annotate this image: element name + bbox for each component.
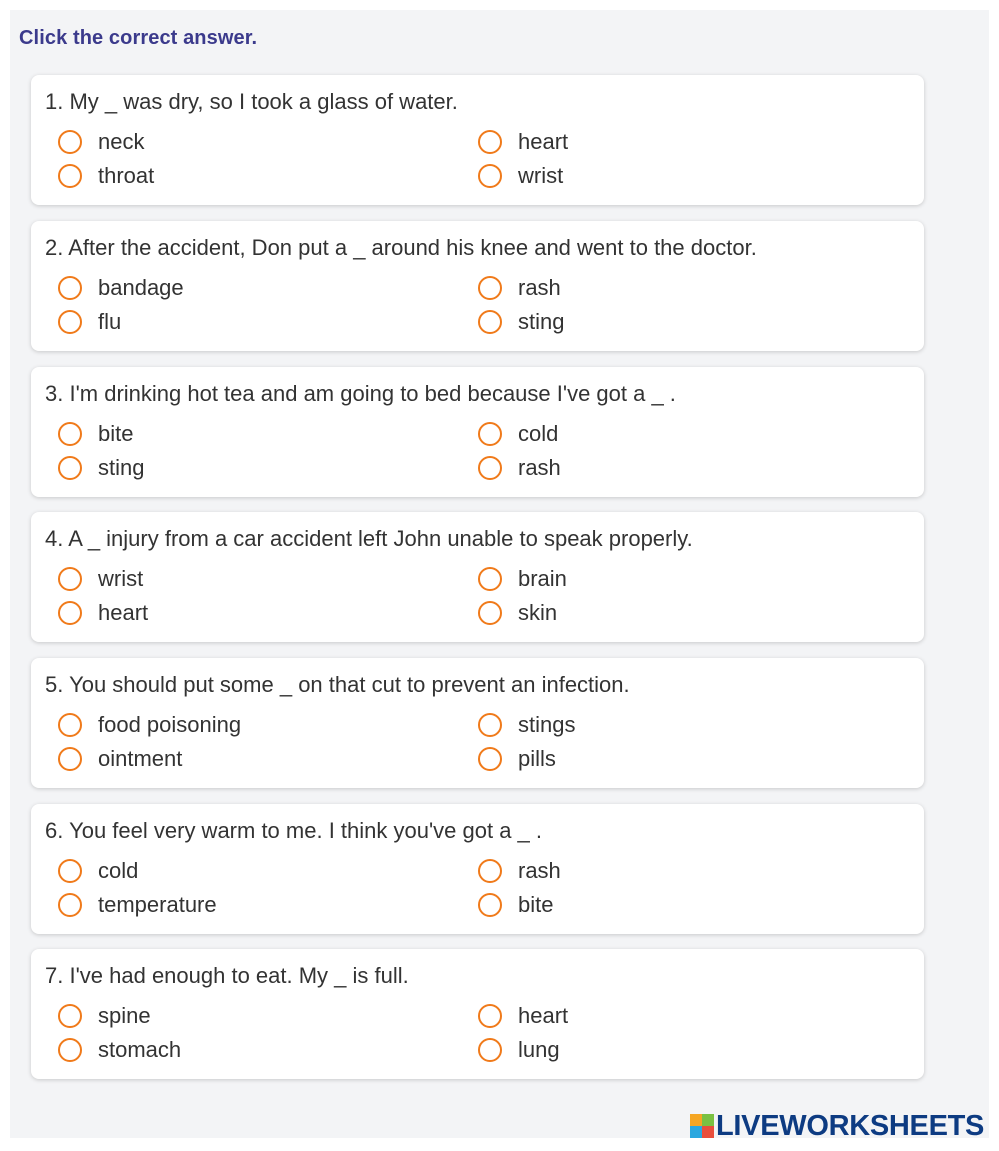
instruction-text: Click the correct answer. (19, 27, 258, 49)
answer-option-label[interactable]: heart (518, 129, 569, 154)
radio-unchecked-icon[interactable] (478, 893, 502, 917)
answer-option-label[interactable]: neck (98, 129, 145, 154)
question-text: 1. My _ was dry, so I took a glass of water. (45, 89, 458, 114)
radio-unchecked-icon[interactable] (478, 130, 502, 154)
answer-option[interactable] (478, 161, 563, 191)
answer-option[interactable] (478, 564, 567, 594)
question-card-7 (31, 949, 924, 1079)
radio-unchecked-icon[interactable] (58, 747, 82, 771)
answer-option-label[interactable]: sting (98, 455, 145, 480)
answer-option-label[interactable]: rash (518, 858, 561, 883)
answer-option[interactable] (58, 453, 144, 483)
answer-option-label[interactable]: heart (518, 1003, 569, 1028)
answer-option[interactable] (478, 127, 568, 157)
liveworksheets-logo (690, 1110, 984, 1142)
radio-unchecked-icon[interactable] (58, 422, 82, 446)
radio-unchecked-icon[interactable] (478, 276, 502, 300)
answer-option-label[interactable]: temperature (98, 892, 217, 917)
answer-option-label[interactable]: bandage (98, 275, 184, 300)
answer-option[interactable] (478, 744, 556, 774)
answer-option-label[interactable]: food poisoning (98, 712, 242, 737)
question-card-2 (31, 221, 924, 351)
answer-option-label[interactable]: stings (518, 712, 576, 737)
question-card-3 (31, 367, 924, 497)
logo-tile (690, 1126, 702, 1138)
answer-option[interactable] (478, 453, 561, 483)
logo-tile (702, 1114, 714, 1126)
liveworksheets-logo-icon (690, 1114, 714, 1138)
radio-unchecked-icon[interactable] (478, 601, 502, 625)
answer-option[interactable] (478, 598, 557, 628)
radio-unchecked-icon[interactable] (58, 1004, 82, 1028)
answer-option-label[interactable]: pills (518, 746, 556, 771)
answer-option-label[interactable]: lung (518, 1037, 560, 1062)
radio-unchecked-icon[interactable] (58, 567, 82, 591)
answer-option-label[interactable]: bite (98, 421, 134, 446)
radio-unchecked-icon[interactable] (478, 713, 502, 737)
radio-unchecked-icon[interactable] (478, 310, 502, 334)
answer-option-label[interactable]: wrist (518, 163, 564, 188)
answer-option-label[interactable]: stomach (98, 1037, 182, 1062)
answer-option[interactable] (58, 1001, 151, 1031)
radio-unchecked-icon[interactable] (58, 893, 82, 917)
answer-option-label[interactable]: heart (98, 600, 149, 625)
answer-option[interactable] (478, 890, 553, 920)
question-text: 5. You should put some _ on that cut to prevent an infection. (45, 672, 630, 697)
answer-option[interactable] (478, 1035, 560, 1065)
radio-unchecked-icon[interactable] (58, 859, 82, 883)
radio-unchecked-icon[interactable] (478, 456, 502, 480)
question-text: 2. After the accident, Don put a _ around his knee and went to the doctor. (45, 235, 757, 260)
answer-option[interactable] (58, 161, 154, 191)
answer-option[interactable] (478, 856, 561, 886)
radio-unchecked-icon[interactable] (478, 859, 502, 883)
question-text: 4. A _ injury from a car accident left John unable to speak properly. (45, 526, 693, 551)
answer-option[interactable] (58, 273, 184, 303)
answer-option[interactable] (478, 710, 575, 740)
question-text: 7. I've had enough to eat. My _ is full. (45, 963, 409, 988)
answer-option-label[interactable]: wrist (98, 566, 144, 591)
answer-option-label[interactable]: ointment (98, 746, 183, 771)
answer-option[interactable] (58, 1035, 181, 1065)
answer-option[interactable] (58, 564, 143, 594)
radio-unchecked-icon[interactable] (58, 164, 82, 188)
question-card-4 (31, 512, 924, 642)
answer-option[interactable] (478, 419, 558, 449)
answer-option-label[interactable]: cold (518, 421, 559, 446)
answer-option-label[interactable]: rash (518, 275, 561, 300)
answer-option-label[interactable]: bite (518, 892, 554, 917)
answer-option-label[interactable]: brain (518, 566, 567, 591)
answer-option-label[interactable]: spine (98, 1003, 151, 1028)
radio-unchecked-icon[interactable] (478, 567, 502, 591)
radio-unchecked-icon[interactable] (478, 1004, 502, 1028)
answer-option[interactable] (58, 127, 144, 157)
logo-tile (702, 1126, 714, 1138)
answer-option[interactable] (58, 890, 217, 920)
answer-option[interactable] (58, 744, 182, 774)
radio-unchecked-icon[interactable] (478, 164, 502, 188)
answer-option[interactable] (478, 307, 564, 337)
radio-unchecked-icon[interactable] (478, 1038, 502, 1062)
answer-option-label[interactable]: throat (98, 163, 155, 188)
answer-option-label[interactable]: skin (518, 600, 558, 625)
question-text: 6. You feel very warm to me. I think you've got a _ . (45, 818, 543, 843)
question-card-6 (31, 804, 924, 934)
radio-unchecked-icon[interactable] (58, 456, 82, 480)
answer-option[interactable] (58, 856, 138, 886)
answer-option-label[interactable]: rash (518, 455, 561, 480)
answer-option[interactable] (478, 273, 561, 303)
answer-option[interactable] (58, 710, 241, 740)
radio-unchecked-icon[interactable] (58, 601, 82, 625)
radio-unchecked-icon[interactable] (58, 310, 82, 334)
question-text: 3. I'm drinking hot tea and am going to bed because I've got a _ . (45, 381, 676, 406)
answer-option[interactable] (58, 307, 121, 337)
radio-unchecked-icon[interactable] (478, 422, 502, 446)
radio-unchecked-icon[interactable] (58, 713, 82, 737)
radio-unchecked-icon[interactable] (58, 1038, 82, 1062)
answer-option-label[interactable]: sting (518, 309, 565, 334)
brand-name: LIVEWORKSHEETS (716, 1110, 985, 1142)
radio-unchecked-icon[interactable] (58, 276, 82, 300)
radio-unchecked-icon[interactable] (58, 130, 82, 154)
question-card-1 (31, 75, 924, 205)
answer-option[interactable] (58, 419, 133, 449)
answer-option-label[interactable]: flu (98, 309, 122, 334)
answer-option[interactable] (478, 1001, 568, 1031)
answer-option-label[interactable]: cold (98, 858, 139, 883)
answer-option[interactable] (58, 598, 148, 628)
question-card-5 (31, 658, 924, 788)
radio-unchecked-icon[interactable] (478, 747, 502, 771)
logo-tile (690, 1114, 702, 1126)
